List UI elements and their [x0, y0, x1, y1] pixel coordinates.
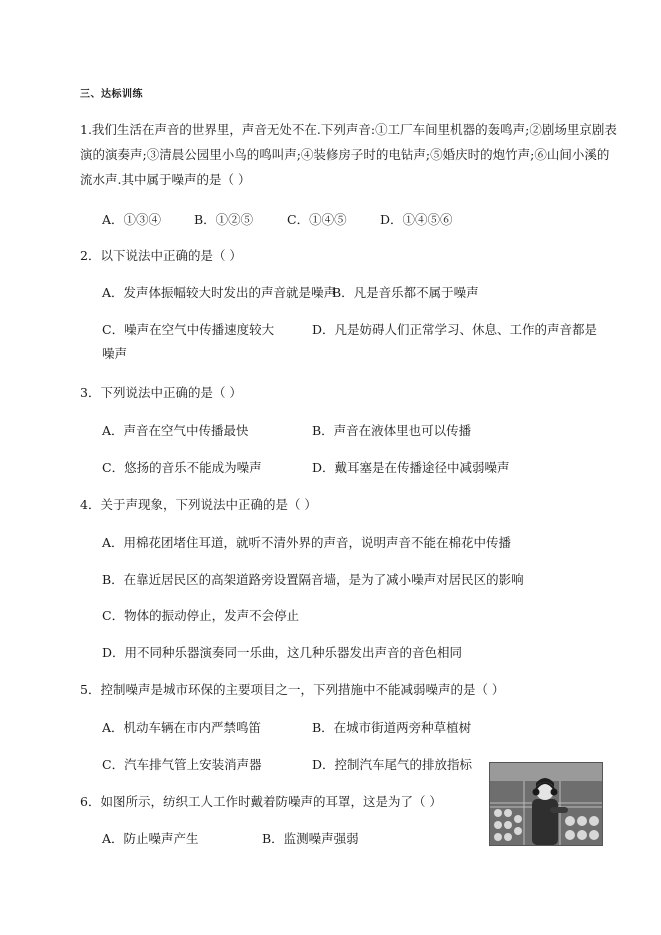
q2-stem: 2．以下说法中正确的是（ ）	[80, 248, 242, 263]
q5-option-a: A．机动车辆在市内严禁鸣笛	[102, 720, 262, 735]
q1-line-1: 1.我们生活在声音的世界里，声音无处不在.下列声音:①工厂车间里机器的轰鸣声;②剧场里京剧表	[80, 122, 617, 137]
q3-option-a: A．声音在空气中传播最快	[102, 423, 249, 438]
q2-option-c: C．噪声在空气中传播速度较大	[102, 322, 275, 337]
q4-stem: 4．关于声现象，下列说法中正确的是（ ）	[80, 497, 317, 512]
q3-option-b: B．声音在液体里也可以传播	[312, 423, 472, 438]
q4-option-b: B．在靠近居民区的高架道路旁设置隔音墙，是为了减小噪声对居民区的影响	[102, 572, 524, 587]
section-title: 三、达标训练	[80, 89, 143, 100]
q6-option-b: B．监测噪声强弱	[262, 831, 359, 846]
q4-option-c: C．物体的振动停止，发声不会停止	[102, 608, 300, 623]
q5-option-b: B．在城市街道两旁种草植树	[312, 720, 472, 735]
q4-option-d: D．用不同种乐器演奏同一乐曲，这几种乐器发出声音的音色相同	[102, 645, 463, 660]
q1-option-d: D．①④⑤⑥	[380, 212, 453, 227]
q2-option-b: B．凡是音乐都不属于噪声	[332, 285, 479, 300]
q6-stem: 6．如图所示，纺织工人工作时戴着防噪声的耳罩，这是为了（ ）	[80, 794, 442, 809]
textile-worker-photo	[489, 762, 603, 846]
q4-option-a: A．用棉花团堵住耳道，就听不清外界的声音，说明声音不能在棉花中传播	[102, 535, 512, 550]
q2-option-d-cont: 噪声	[102, 346, 128, 361]
q1-option-c: C．①④⑤	[287, 212, 347, 227]
q2-option-d: D．凡是妨碍人们正常学习、休息、工作的声音都是	[312, 322, 598, 337]
q3-stem: 3．下列说法中正确的是（ ）	[80, 385, 242, 400]
q5-option-c: C．汽车排气管上安装消声器	[102, 757, 262, 772]
q1-line-3: 流水声.其中属于噪声的是（ ）	[80, 172, 251, 187]
q1-line-2: 演的演奏声;③清晨公园里小鸟的鸣叫声;④装修房子时的电钻声;⑤婚庆时的炮竹声;⑥山间小溪的	[80, 147, 610, 162]
q5-stem: 5．控制噪声是城市环保的主要项目之一，下列措施中不能减弱噪声的是（ ）	[80, 682, 505, 697]
q1-option-b: B．①②⑤	[194, 212, 254, 227]
q2-option-a: A．发声体振幅较大时发出的声音就是噪声	[102, 285, 337, 300]
q1-option-a: A．①③④	[102, 212, 162, 227]
q3-option-d: D．戴耳塞是在传播途径中减弱噪声	[312, 460, 510, 475]
q6-option-a: A．防止噪声产生	[102, 831, 199, 846]
q3-option-c: C．悠扬的音乐不能成为噪声	[102, 460, 262, 475]
q5-option-d: D．控制汽车尾气的排放指标	[312, 757, 473, 772]
